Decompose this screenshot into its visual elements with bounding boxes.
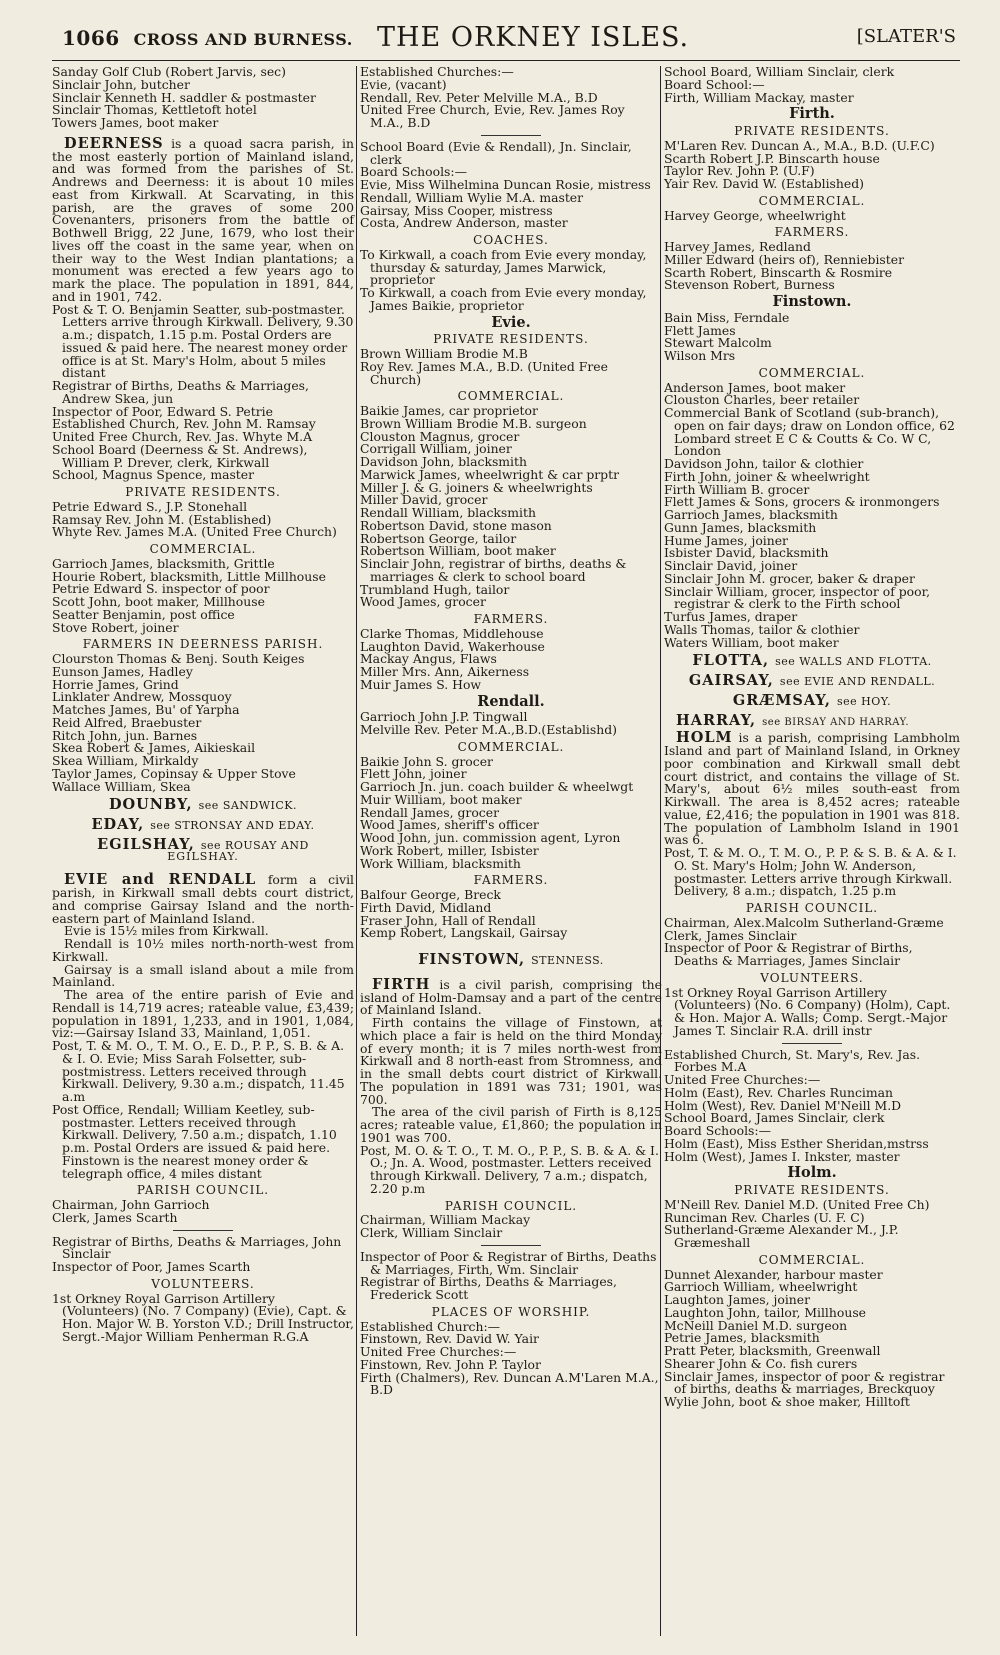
parish-name: FIRTH xyxy=(372,975,431,993)
directory-entry: Laughton John, tailor, Millhouse xyxy=(664,1304,867,1320)
directory-entry: M'Laren Rev. Duncan A., M.A., B.D. (U.F.C) xyxy=(664,137,935,153)
section-heading: PLACES OF WORSHIP. xyxy=(431,1304,591,1319)
place-heading: Holm. xyxy=(787,1164,837,1182)
directory-entry: Wood James, grocer xyxy=(360,594,486,610)
page-title: THE ORKNEY ISLES. xyxy=(377,22,690,53)
directory-entry: Established Church, St. Mary's, Rev. Jas. Forbes M.A xyxy=(664,1046,921,1075)
directory-entry: Sinclair Kenneth H. saddler & postmaster xyxy=(52,89,316,105)
directory-entry: Firth William B. grocer xyxy=(664,481,810,497)
directory-entry: Sinclair James, inspector of poor & registrar of births, deaths & marriages, Breckquoy xyxy=(664,1368,945,1397)
section-heading: PARISH COUNCIL. xyxy=(444,1198,578,1213)
directory-entry: Rendall William, blacksmith xyxy=(360,505,536,520)
directory-entry: Marwick James, wheelwright & car prptr xyxy=(360,466,620,482)
parish-text: is a civil parish, comprising the island of Holm-Damsay and a part of the centre of Mainland Island. xyxy=(360,976,662,1018)
cross-reference xyxy=(52,816,354,833)
section-heading: FARMERS. xyxy=(473,612,549,626)
directory-entry: Clerk, James Sinclair xyxy=(664,927,797,943)
directory-entry: Post, T. & M. O., T. M. O., P. P. & S. B. & A. & I. O. St. Mary's Holm; John W. Anderson, postmaster. Letters arrive through Kirkwall. Delivery, 8 a.m.; dispatch, 1.25 p.m xyxy=(664,845,957,899)
parish-description xyxy=(52,134,354,304)
directory-entry: Baikie James, car proprietor xyxy=(360,403,538,418)
place-heading: Evie. xyxy=(491,313,531,331)
directory-entry: Horrie James, Grind xyxy=(52,676,179,692)
running-head-right: [SLATER'S xyxy=(856,26,956,47)
directory-entry: Rendall, Rev. Peter Melville M.A., B.D xyxy=(360,89,598,105)
parish-name: HOLM xyxy=(676,729,733,747)
directory-entry: Established Church, Rev. John M. Ramsay xyxy=(52,416,316,432)
cross-ref-target: STENNESS. xyxy=(531,954,604,967)
section-heading: PRIVATE RESIDENTS. xyxy=(734,124,890,138)
directory-entry: M'Neill Rev. Daniel M.D. (United Free Ch) xyxy=(664,1196,930,1212)
directory-entry: Gunn James, blacksmith xyxy=(664,519,817,535)
parish-description xyxy=(360,975,662,1018)
directory-entry: United Free Church, Evie, Rev. James Roy M.A., B.D xyxy=(360,102,625,130)
cross-ref-target: see STRONSAY AND EDAY. xyxy=(150,819,315,832)
directory-entry: Runciman Rev. Charles (U. F. C) xyxy=(664,1209,865,1225)
directory-entry: Anderson James, boot maker xyxy=(664,379,846,395)
section-heading: PARISH COUNCIL. xyxy=(745,901,879,915)
parish-paragraph: Gairsay is a small island about a mile from Mainland. xyxy=(52,961,354,990)
cross-ref-place: GAIRSAY, xyxy=(688,672,774,689)
column-3 xyxy=(664,66,960,1409)
parish-paragraph: Firth contains the village of Finstown, at which place a fair is held on the third Monday of every month; it is 7 miles north-west from Kirkwall and 8 north-east from Stromness, and in the small debts court district of Kirkwall. The population in 1891 was 731; 1901, was 700. xyxy=(360,1015,662,1107)
section-heading: FARMERS. xyxy=(473,873,549,888)
directory-entry: United Free Church, Rev. Jas. Whyte M.A xyxy=(52,429,313,444)
short-rule xyxy=(481,135,541,136)
directory-entry: Whyte Rev. James M.A. (United Free Church) xyxy=(52,524,337,540)
directory-entry: Finstown, Rev. David W. Yair xyxy=(360,1331,539,1347)
section-heading: COMMERCIAL. xyxy=(758,365,866,380)
directory-entry: Flett John, joiner xyxy=(360,766,467,782)
section-heading: COMMERCIAL. xyxy=(758,193,866,208)
directory-entry: Board School:— xyxy=(664,76,765,92)
directory-entry: Laughton David, Wakerhouse xyxy=(360,638,545,654)
parish-text: is a quoad sacra parish, in the most easterly portion of Mainland island, and was formed from the parishes of St. Andrews and Deerness: it is about 10 miles east from Kirkwall. At Scarvating, in this parish, are the graves of some 200 Covenanters, prisoners from the battle of Bothwell Brigg, 22 June, 1679, who lost their lives off the coast in the same year, when on their way to the West Indian plantations; a monument was erected a few years ago to mark the place. The population in 1891, 844, and in 1901, 742. xyxy=(52,135,354,304)
directory-entry: Sutherland-Græme Alexander M., J.P. Græmeshall xyxy=(664,1222,899,1250)
directory-entry: Clarke Thomas, Middlehouse xyxy=(360,625,544,641)
directory-entry: Melville Rev. Peter M.A.,B.D.(Establishd) xyxy=(360,722,617,737)
directory-entry: Holm (East), Rev. Charles Runciman xyxy=(664,1084,893,1100)
place-heading: Rendall. xyxy=(477,692,545,710)
directory-entry: Baikie John S. grocer xyxy=(360,753,493,769)
directory-entry: Pratt Peter, blacksmith, Greenwall xyxy=(664,1343,881,1358)
section-heading: COMMERCIAL. xyxy=(149,542,257,556)
parish-paragraph: The area of the entire parish of Evie and Rendall is 14,719 acres; rateable value, £3,439; population in 1891, 1,233, and in 1901, 1,084, viz:—Gairsay Island 33, Mainland, 1,051. xyxy=(52,987,354,1041)
directory-entry: Hume James, joiner xyxy=(664,532,788,548)
directory-entry: Eunson James, Hadley xyxy=(52,663,193,679)
directory-entry: Firth (Chalmers), Rev. Duncan A.M'Laren M.A., B.D xyxy=(360,1369,659,1398)
directory-entry: Firth David, Midland xyxy=(360,899,492,915)
directory-entry: Holm (West), James I. Inkster, master xyxy=(664,1148,900,1164)
cross-ref-place: FLOTTA, xyxy=(692,652,770,670)
directory-entry: Sinclair William, grocer, inspector of poor, registrar & clerk to the Firth school xyxy=(664,583,931,612)
directory-entry: Post, T. & M. O., T. M. O., E. D., P. P., S. B. & A. & I. O. Evie; Miss Sarah Folsetter, sub-postmistress. Letters received through Kirkwall. Delivery, 9.30 a.m.; dispatch, 11.45 a.m xyxy=(52,1038,345,1104)
directory-entry: Davidson John, tailor & clothier xyxy=(664,456,864,471)
directory-entry: Balfour George, Breck xyxy=(360,887,501,902)
directory-entry: Holm (East), Miss Esther Sheridan,mstrss xyxy=(664,1135,929,1151)
directory-entry: Evie, Miss Wilhelmina Duncan Rosie, mistress xyxy=(360,177,651,192)
directory-entry: Muir William, boot maker xyxy=(360,791,522,807)
directory-entry: Wallace William, Skea xyxy=(52,778,191,794)
directory-entry: Registrar of Births, Deaths & Marriages, Frederick Scott xyxy=(360,1274,617,1302)
place-heading: Firth. xyxy=(789,105,835,123)
directory-entry: Commercial Bank of Scotland (sub-branch), open on fair days; draw on London office, 62 Lombard street E C & Coutts & Co. W C, London xyxy=(664,405,955,459)
directory-entry: Turfus James, draper xyxy=(664,609,798,624)
directory-entry: Wood James, sheriff's officer xyxy=(360,817,539,833)
directory-entry: Reid Alfred, Braebuster xyxy=(52,714,202,730)
directory-entry: School, Magnus Spence, master xyxy=(52,467,255,483)
directory-entry: Taylor Rev. John P. (U.F) xyxy=(664,163,815,179)
directory-entry: Shearer John & Co. fish curers xyxy=(664,1355,858,1371)
directory-entry: Registrar of Births, Deaths & Marriages, John Sinclair xyxy=(52,1233,342,1262)
header-rule xyxy=(52,60,960,61)
directory-entry: Clouston Charles, beer retailer xyxy=(664,392,860,408)
directory-entry: Stevenson Robert, Burness xyxy=(664,277,835,293)
directory-entry: Wilson Mrs xyxy=(664,348,736,363)
directory-entry: Sinclair David, joiner xyxy=(664,558,798,573)
directory-entry: Yair Rev. David W. (Established) xyxy=(664,176,864,191)
short-rule xyxy=(782,1043,842,1044)
directory-entry: Established Church:— xyxy=(360,1318,501,1334)
directory-entry: Flett James xyxy=(664,322,736,338)
cross-ref-target: see BIRSAY AND HARRAY. xyxy=(762,716,910,728)
directory-entry: Matches James, Bu' of Yarpha xyxy=(52,702,240,717)
directory-entry: School Board (Evie & Rendall), Jn. Sinclair, clerk xyxy=(360,138,632,167)
running-head-left: CROSS AND BURNESS. xyxy=(133,30,353,49)
directory-entry: Corrigall William, joiner xyxy=(360,441,512,457)
directory-entry: Hourie Robert, blacksmith, Little Millhouse xyxy=(52,568,326,584)
directory-entry: Ramsay Rev. John M. (Established) xyxy=(52,511,272,527)
section-heading: COMMERCIAL. xyxy=(457,389,565,404)
directory-entry: Robertson David, stone mason xyxy=(360,517,552,533)
directory-entry: Scarth Robert J.P. Binscarth house xyxy=(664,150,880,166)
parish-name: EVIE and RENDALL xyxy=(64,871,257,889)
directory-entry: To Kirkwall, a coach from Evie every monday, James Baikie, proprietor xyxy=(360,285,647,313)
directory-entry: Chairman, William Mackay xyxy=(360,1212,531,1228)
cross-reference xyxy=(664,711,960,730)
header-left xyxy=(62,26,353,50)
directory-entry: Brown William Brodie M.B. surgeon xyxy=(360,415,587,431)
directory-entry: 1st Orkney Royal Garrison Artillery (Volunteers) (No. 6 Company) (Holm), Capt. & Hon. Major A. Walls; Comp. Sergt.-Major James T. Sinclair R.A. drill instr xyxy=(664,984,951,1038)
section-heading: PRIVATE RESIDENTS. xyxy=(734,1183,890,1197)
directory-entry: Rendall, William Wylie M.A. master xyxy=(360,189,584,205)
directory-entry: Sanday Golf Club (Robert Jarvis, sec) xyxy=(52,64,286,79)
directory-entry: Garrioch John J.P. Tingwall xyxy=(360,709,528,725)
parish-text: form a civil parish, in Kirkwall small debts court district, and comprise Gairsay Island and the north-eastern part of Mainland Island. xyxy=(52,872,354,926)
directory-entry: Finstown, Rev. John P. Taylor xyxy=(360,1356,541,1372)
directory-entry: Muir James S. How xyxy=(360,676,482,692)
directory-entry: McNeill Daniel M.D. surgeon xyxy=(664,1317,848,1333)
cross-ref-place: GRÆMSAY, xyxy=(732,691,831,709)
directory-entry: Rendall James, grocer xyxy=(360,804,500,820)
directory-entry: Flett James & Sons, grocers & ironmongers xyxy=(664,494,940,510)
cross-reference xyxy=(52,835,354,864)
directory-entry: Fraser John, Hall of Rendall xyxy=(360,912,536,928)
directory-entry: United Free Churches:— xyxy=(664,1072,821,1087)
parish-paragraph: Rendall is 10½ miles north-north-west from Kirkwall. xyxy=(52,936,354,964)
directory-entry: Petrie Edward S. inspector of poor xyxy=(52,581,270,597)
section-heading: PRIVATE RESIDENTS. xyxy=(125,485,281,499)
directory-entry: Post Office, Rendall; William Keetley, sub-postmaster. Letters received through Kirkwall. Delivery, 7.50 a.m.; dispatch, 1.10 p.m. Postal Orders are issued & paid here. Finstown is the nearest money order & telegraph office, 4 miles distant xyxy=(52,1101,337,1181)
directory-entry: Brown William Brodie M.B xyxy=(360,346,528,361)
directory-entry: Waters William, boot maker xyxy=(664,634,839,650)
directory-entry: Firth John, joiner & wheelwright xyxy=(664,468,870,484)
directory-entry: Costa, Andrew Anderson, master xyxy=(360,215,568,231)
directory-entry: Clourston Thomas & Benj. South Keiges xyxy=(52,651,305,666)
directory-entry: Miller Edward (heirs of), Renniebister xyxy=(664,251,905,267)
section-heading: VOLUNTEERS. xyxy=(151,1276,255,1291)
cross-ref-target: see WALLS AND FLOTTA. xyxy=(775,655,932,669)
directory-entry: Ritch John, jun. Barnes xyxy=(52,727,198,743)
directory-entry: Walls Thomas, tailor & clothier xyxy=(664,621,860,637)
cross-ref-target-cont: EGILSHAY. xyxy=(167,849,239,863)
parish-description xyxy=(52,871,354,926)
directory-entry: Robertson William, boot maker xyxy=(360,543,556,559)
section-heading: VOLUNTEERS. xyxy=(760,970,864,985)
directory-entry: Garrioch James, blacksmith xyxy=(664,507,838,522)
parish-description xyxy=(664,729,960,848)
directory-entry: Wylie John, boot & shoe maker, Hilltoft xyxy=(664,1394,910,1409)
cross-ref-place: FINSTOWN, xyxy=(418,951,526,968)
directory-entry: Chairman, John Garrioch xyxy=(52,1197,210,1212)
directory-entry: Dunnet Alexander, harbour master xyxy=(664,1266,883,1282)
short-rule xyxy=(173,1230,233,1231)
cross-ref-place: HARRAY, xyxy=(676,711,757,729)
parish-paragraph: The area of the civil parish of Firth is 8,125 acres; rateable value, £1,860; the population in 1901 was 700. xyxy=(360,1104,662,1145)
section-heading: PRIVATE RESIDENTS. xyxy=(433,332,589,347)
column-1 xyxy=(52,66,354,1344)
cross-reference xyxy=(664,652,960,670)
directory-entry: Inspector of Poor, Edward S. Petrie xyxy=(52,403,273,419)
directory-entry: Skea Robert & James, Aikieskail xyxy=(52,740,256,756)
section-heading: PARISH COUNCIL. xyxy=(136,1183,270,1198)
directory-entry: Taylor James, Copinsay & Upper Stove xyxy=(52,765,296,781)
directory-entry: Kemp Robert, Langskail, Gairsay xyxy=(360,925,568,941)
directory-entry: Registrar of Births, Deaths & Marriages, Andrew Skea, jun xyxy=(52,378,309,406)
directory-entry: United Free Churches:— xyxy=(360,1344,517,1359)
cross-ref-target: see SANDWICK. xyxy=(198,799,298,813)
directory-entry: Scarth Robert, Binscarth & Rosmire xyxy=(664,264,893,280)
directory-entry: Seatter Benjamin, post office xyxy=(52,606,235,622)
directory-entry: Miller Mrs. Ann, Aikerness xyxy=(360,664,530,679)
directory-entry: Established Churches:— xyxy=(360,64,514,79)
directory-entry: Post, M. O. & T. O., T. M. O., P. P., S. B. & A. & I. O.; Jn. A. Wood, postmaster. Letters received through Kirkwall. Delivery, 7 a.m.; dispatch, 2.20 p.m xyxy=(360,1142,659,1196)
short-rule xyxy=(481,1245,541,1246)
cross-reference xyxy=(664,691,960,709)
cross-reference xyxy=(360,951,662,968)
section-heading: COACHES. xyxy=(473,233,549,247)
directory-entry: Holm (West), Rev. Daniel M'Neill M.D xyxy=(664,1097,902,1113)
directory-entry: Miller David, grocer xyxy=(360,492,488,508)
section-heading: FARMERS. xyxy=(774,225,850,240)
column-2 xyxy=(360,66,662,1397)
directory-entry: Trumbland Hugh, tailor xyxy=(360,581,510,597)
page-number: 1066 xyxy=(62,26,120,50)
directory-entry: Laughton James, joiner xyxy=(664,1292,811,1307)
cross-ref-place: EDAY, xyxy=(91,816,145,833)
directory-entry: Harvey James, Redland xyxy=(664,239,811,254)
directory-entry: Robertson George, tailor xyxy=(360,530,517,546)
directory-entry: Work William, blacksmith xyxy=(360,855,521,871)
cross-reference xyxy=(664,672,960,689)
directory-entry: Garrioch Jn. jun. coach builder & wheelwgt xyxy=(360,779,634,794)
directory-entry: Petrie James, blacksmith xyxy=(664,1330,820,1346)
directory-entry: Garrioch William, wheelwright xyxy=(664,1279,858,1295)
directory-entry: Work Robert, miller, Isbister xyxy=(360,842,539,858)
directory-entry: Chairman, Alex.Malcolm Sutherland-Græme xyxy=(664,914,944,930)
directory-entry: Towers James, boot maker xyxy=(52,115,219,130)
directory-entry: Linklater Andrew, Mossquoy xyxy=(52,689,232,705)
page-header xyxy=(62,20,956,60)
section-heading: COMMERCIAL. xyxy=(758,1252,866,1267)
cross-ref-place: DOUNBY, xyxy=(108,796,193,814)
directory-entry: Harvey George, wheelwright xyxy=(664,207,846,223)
directory-entry: Clouston Magnus, grocer xyxy=(360,428,520,444)
directory-entry: Sinclair John, butcher xyxy=(52,76,190,92)
directory-entry: School Board, James Sinclair, clerk xyxy=(664,1110,885,1126)
directory-entry: Inspector of Poor & Registrar of Births, Deaths & Marriages, James Sinclair xyxy=(664,940,913,968)
directory-entry: To Kirkwall, a coach from Evie every monday, thursday & saturday, James Marwick, proprietor xyxy=(360,246,647,288)
spacer xyxy=(360,940,662,948)
directory-entry: Isbister David, blacksmith xyxy=(664,545,829,561)
directory-entry: Stove Robert, joiner xyxy=(52,619,179,635)
directory-entry: School Board, William Sinclair, clerk xyxy=(664,64,895,79)
directory-entry: Scott John, boot maker, Millhouse xyxy=(52,594,265,609)
section-heading: COMMERCIAL. xyxy=(457,739,565,754)
directory-entry: Inspector of Poor, James Scarth xyxy=(52,1259,251,1274)
directory-entry: Skea William, Mirkaldy xyxy=(52,753,199,768)
parish-name: DEERNESS xyxy=(64,134,164,152)
directory-entry: Stewart Malcolm xyxy=(664,335,772,351)
directory-entry: Davidson John, blacksmith xyxy=(360,454,527,469)
directory-entry: Miller J. & G. joiners & wheelwrights xyxy=(360,479,593,495)
directory-entry: Mackay Angus, Flaws xyxy=(360,651,497,667)
cross-reference xyxy=(52,796,354,814)
directory-entry: Sinclair Thomas, Kettletoft hotel xyxy=(52,102,257,118)
section-heading: FARMERS IN DEERNESS PARISH. xyxy=(82,637,324,652)
directory-entry: Inspector of Poor & Registrar of Births, Deaths & Marriages, Firth, Wm. Sinclair xyxy=(360,1248,657,1277)
cross-ref-target: see HOY. xyxy=(836,694,892,708)
directory-entry: Clerk, James Scarth xyxy=(52,1209,178,1225)
directory-entry: Evie, (vacant) xyxy=(360,76,447,92)
directory-entry: 1st Orkney Royal Garrison Artillery (Volunteers) (No. 7 Company) (Evie), Capt. & Hon. Major W. B. Yorston V.D.; Drill Instructor, Sergt.-Major William Penherman R.G.A xyxy=(52,1290,354,1344)
parish-text: is a parish, comprising Lambholm Island and part of Mainland Island, in Orkney poor combination and Kirkwall small debt court district, and contains the village of St. Mary's, about 6½ miles south-east from Kirkwall. The area is 8,452 acres; rateable value, £2,416; the population in 1901 was 818. The population of Lambholm Island in 1901 was 6. xyxy=(664,730,960,848)
directory-entry: Board Schools:— xyxy=(664,1123,771,1138)
column-rule xyxy=(356,66,357,1636)
parish-paragraph: Evie is 15½ miles from Kirkwall. xyxy=(64,923,269,939)
directory-entry: Wood John, jun. commission agent, Lyron xyxy=(360,830,621,845)
directory-entry: Petrie Edward S., J.P. Stonehall xyxy=(52,498,248,514)
directory-entry: Bain Miss, Ferndale xyxy=(664,309,790,325)
directory-entry: Sinclair John M. grocer, baker & draper xyxy=(664,570,915,586)
place-heading: Finstown. xyxy=(772,293,852,310)
directory-entry: Garrioch James, blacksmith, Grittle xyxy=(52,555,275,571)
directory-entry: Gairsay, Miss Cooper, mistress xyxy=(360,202,553,218)
directory-entry: Board Schools:— xyxy=(360,164,467,180)
directory-entry: Sinclair John, registrar of births, deaths & marriages & clerk to school board xyxy=(360,556,627,584)
directory-entry: Roy Rev. James M.A., B.D. (United Free Church) xyxy=(360,358,608,387)
directory-entry: Post & T. O. Benjamin Seatter, sub-postmaster. Letters arrive through Kirkwall. Delivery, 9.30 a.m.; dispatch, 1.15 p.m. Postal Orders are issued & paid here. The nearest money order office is at St. Mary's Holm, about 5 miles distant xyxy=(52,301,354,381)
directory-entry: Firth, William Mackay, master xyxy=(664,89,854,105)
cross-ref-place: EGILSHAY, xyxy=(97,835,195,853)
directory-entry: Clerk, William Sinclair xyxy=(360,1225,503,1240)
cross-ref-target: see ROUSAY AND xyxy=(200,838,309,852)
cross-ref-target: see EVIE AND RENDALL. xyxy=(779,675,936,688)
directory-entry: School Board (Deerness & St. Andrews), William P. Drever, clerk, Kirkwall xyxy=(52,441,308,470)
